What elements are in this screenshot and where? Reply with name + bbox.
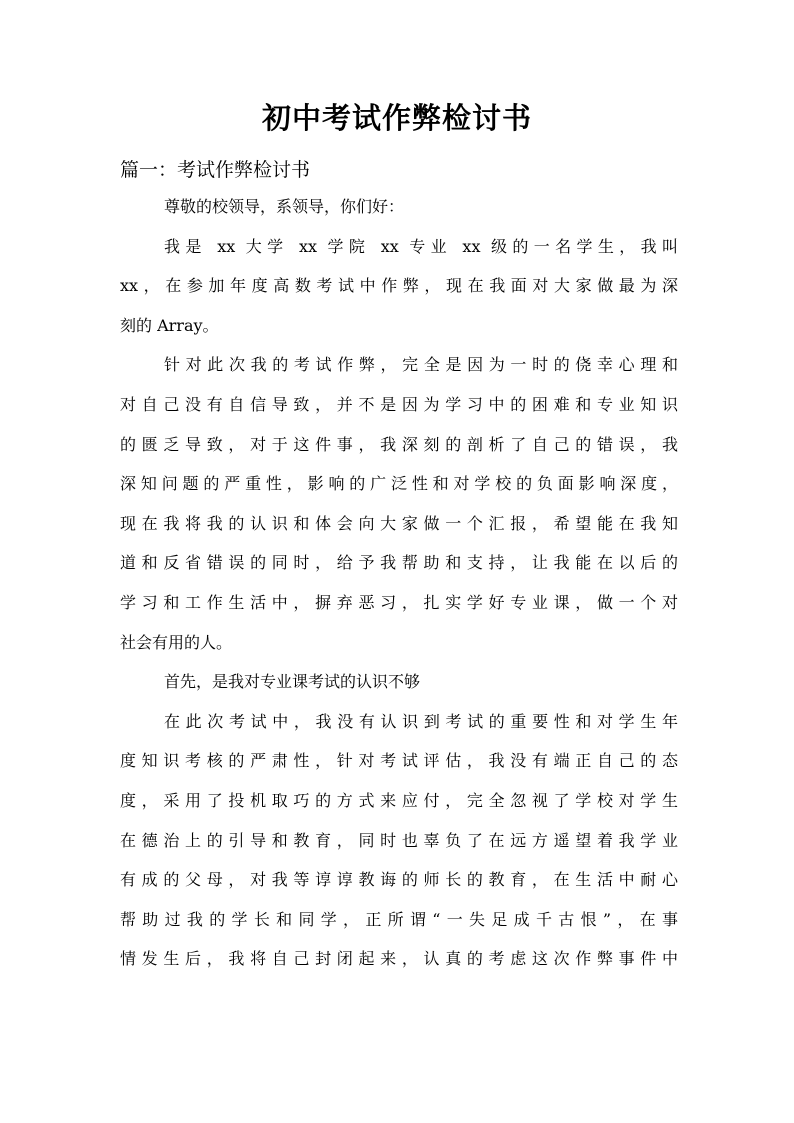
text-line: 尊敬的校领导，系领导，你们好： — [164, 197, 405, 216]
paragraph-exam-details — [120, 709, 678, 986]
paragraph-first-point — [120, 669, 678, 709]
paragraph-introduction — [120, 234, 678, 353]
text-line: 有成的父母，对我等谆谆教诲的师长的教育，在生活中耐心 — [120, 870, 678, 890]
paragraph-salutation — [120, 194, 678, 234]
section-heading: 篇一：考试作弊检讨书 — [120, 159, 311, 181]
text-line: 我是 xx 大学 xx 学院 xx 专业 xx 级的一名学生，我叫 — [164, 236, 678, 256]
text-line: 道和反省错误的同时，给予我帮助和支持，让我能在以后的 — [120, 553, 678, 573]
text-line: 度知识考核的严肃性，针对考试评估，我没有端正自己的态 — [120, 751, 678, 771]
text-line: 对自己没有自信导致，并不是因为学习中的困难和专业知识 — [120, 394, 678, 414]
text-line: 在此次考试中，我没有认识到考试的重要性和对学生年 — [164, 711, 678, 731]
text-line: 度，采用了投机取巧的方式来应付，完全忽视了学校对学生 — [120, 790, 678, 810]
text-line: xx，在参加年度高数考试中作弊，现在我面对大家做最为深 — [120, 276, 678, 296]
text-line: 学习和工作生活中，摒弃恶习，扎实学好专业课，做一个对 — [120, 592, 678, 612]
text-line: 针对此次我的考试作弊，完全是因为一时的侥幸心理和 — [164, 355, 678, 375]
text-line: 深知问题的严重性，影响的广泛性和对学校的负面影响深度， — [120, 474, 678, 494]
document-title: 初中考试作弊检讨书 — [261, 101, 532, 135]
text-line: 帮助过我的学长和同学，正所谓“一失足成千古恨”，在事 — [120, 909, 678, 929]
paragraph-reflection — [120, 352, 678, 669]
document-body — [120, 194, 678, 986]
text-line: 刻的 Array。 — [120, 315, 219, 335]
text-line: 的匮乏导致，对于这件事，我深刻的剖析了自己的错误，我 — [120, 434, 678, 454]
text-line: 社会有用的人。 — [120, 632, 233, 652]
text-line: 在德治上的引导和教育，同时也辜负了在远方遥望着我学业 — [120, 830, 678, 850]
text-line: 情发生后，我将自己封闭起来，认真的考虑这次作弊事件中 — [120, 949, 678, 969]
text-line: 首先，是我对专业课考试的认识不够 — [164, 672, 421, 692]
text-line: 现在我将我的认识和体会向大家做一个汇报，希望能在我知 — [120, 513, 678, 533]
